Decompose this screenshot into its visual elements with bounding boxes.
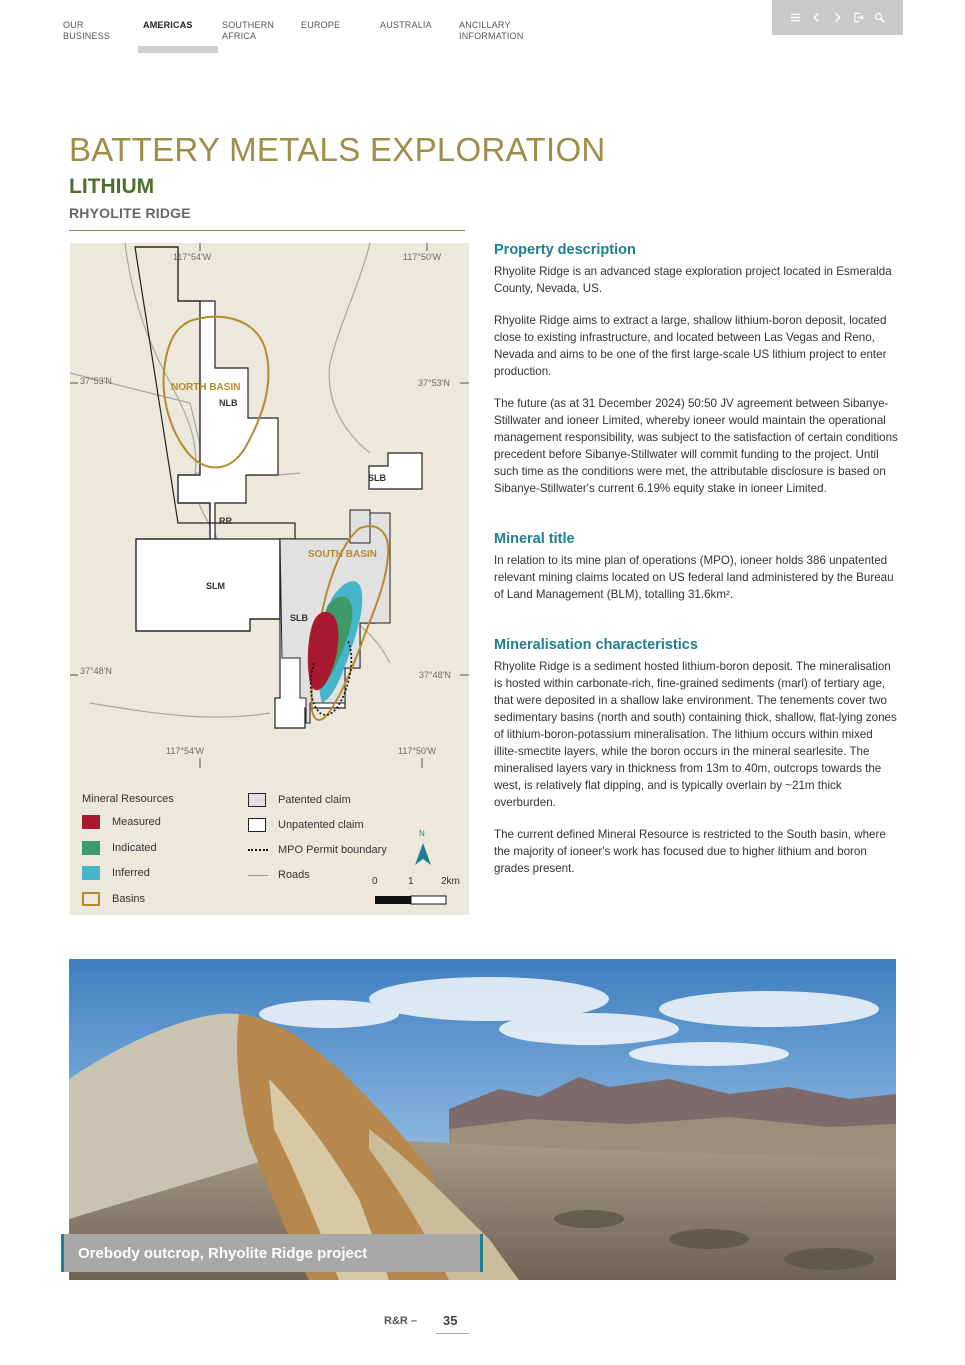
property-heading: Property description <box>494 242 636 258</box>
north-basin-label: NORTH BASIN <box>171 382 241 393</box>
mineralisation-paragraph-1: Rhyolite Ridge is a sediment hosted lithium-boron deposit. The mineralisation is hosted within carbonate-rich, fine-grained sediments (marl) of tertiary age, that were deposited in a shallow lake environment. The tenements cover two sedimentary basins (north and south) containing thick, shallow, flat-lying zones of lithium-boron-potassium mineralisation. The lithium occurs within mixed illite-smectite layers, while the boron occurs in the mineral searlesite. The mineralised layers vary in thickness from 13m to 40m, outcrops towards the west, is relatively flat dipping, and is typically overlain by ~21m thick overburden. <box>494 660 897 809</box>
rhyolite-ridge-map <box>70 243 469 915</box>
scale-0: 0 <box>372 876 378 887</box>
mineralisation-paragraph-2: The current defined Mineral Resource is restricted to the South basin, where the majority of ioneer's work has focused due to higher lithium and boron grades present. <box>494 828 886 875</box>
page-number: 35 <box>443 1313 458 1328</box>
unpatented-claims <box>135 247 422 728</box>
indicated-swatch <box>82 841 100 855</box>
north-arrow-icon <box>415 843 431 865</box>
property-paragraph-1: Rhyolite Ridge is an advanced stage exploration project located in Esmeralda County, Nevada, US. <box>494 265 892 295</box>
scale-1: 1 <box>408 876 414 887</box>
coord-top-right: 117°50'W <box>403 252 442 262</box>
title-divider <box>69 230 465 231</box>
legend-label: MPO Permit boundary <box>278 844 387 856</box>
coord-bottom-right: 117°50'W <box>398 746 437 756</box>
coord-bottom-left: 117°54'W <box>166 746 205 756</box>
coord-lat-upper-left: 37°53'N <box>80 376 112 386</box>
legend-roads <box>248 869 310 881</box>
rr-label: RR <box>219 516 232 526</box>
property-description <box>494 242 898 497</box>
nav-item-line1: SOUTHERN <box>222 20 275 30</box>
search-icon[interactable] <box>873 11 887 25</box>
photo-caption <box>61 1234 483 1272</box>
unpatented-swatch <box>248 818 266 832</box>
toolbar <box>772 0 903 35</box>
nlb-label: NLB <box>219 398 238 408</box>
coordinate-ticks <box>70 243 469 768</box>
nav-item-line2: INFORMATION <box>459 31 524 41</box>
mineralisation-heading: Mineralisation characteristics <box>494 637 698 653</box>
legend-indicated <box>82 841 157 855</box>
nav-our-business[interactable] <box>63 20 110 42</box>
legend-measured <box>82 815 161 829</box>
measured-swatch <box>82 815 100 829</box>
property-paragraph-3: The future (as at 31 December 2024) 50:50 JV agreement between Sibanye-Stillwater and ioneer Limited, whereby ioneer would maintain the operational management responsibility, was subject to the satisfaction of certain conditions precedent before Sibanye-Stillwater will commit funding to the project. Until such time as the conditions were met, the attributable disclosure is based on Sibanye-Stillwater's current 6.19% equity stake in ioneer Limited. <box>494 397 898 495</box>
mineralisation-section <box>494 637 898 877</box>
nav-americas[interactable] <box>143 20 193 31</box>
chevron-right-icon[interactable] <box>831 11 845 25</box>
nav-europe[interactable] <box>301 20 340 31</box>
coord-lat-lower-left: 37°48'N <box>80 666 112 676</box>
legend-inferred <box>82 866 150 880</box>
subsection-title: RHYOLITE RIDGE <box>69 205 191 221</box>
legend-label: Patented claim <box>278 794 351 806</box>
coord-lat-lower-right: 37°48'N <box>419 670 451 680</box>
scale-2km: 2km <box>441 876 460 887</box>
photo-caption-text: Orebody outcrop, Rhyolite Ridge project <box>78 1244 368 1262</box>
nav-item-line2: AMERICAS <box>143 20 193 30</box>
legend-patented <box>248 793 351 807</box>
nav-item-line2: BUSINESS <box>63 31 111 41</box>
property-paragraph-2: Rhyolite Ridge aims to extract a large, shallow lithium-boron deposit, located close to existing infrastructure, and located between Las Vegas and Reno, Nevada and aims to be one of the first large-scale US lithium project to enter production. <box>494 314 887 378</box>
mineral-title-heading: Mineral title <box>494 531 575 547</box>
mineral-title-paragraph: In relation to its mine plan of operations (MPO), ioneer holds 386 unpatented relevant mining claims located on US federal land administered by the Bureau of Land Management (BLM), totalling 31.6km². <box>494 554 894 601</box>
outcrop-landscape-image <box>69 959 896 1280</box>
nav-item-line1: OUR <box>63 20 84 30</box>
north-label: N <box>419 829 425 838</box>
nav-item-line2: EUROPE <box>301 20 341 30</box>
menu-icon[interactable] <box>789 11 803 25</box>
top-navigation <box>0 0 965 60</box>
legend-mpo <box>248 844 387 856</box>
slm-label: SLM <box>206 581 225 591</box>
scale-bar <box>375 896 446 904</box>
nav-active-indicator <box>138 46 218 53</box>
legend-unpatented <box>248 818 364 832</box>
nav-item-line2: AUSTRALIA <box>380 20 432 30</box>
legend-label: Unpatented claim <box>278 819 364 831</box>
footer-label: R&R – <box>384 1315 418 1327</box>
roads-swatch <box>248 875 268 876</box>
exit-icon[interactable] <box>852 11 866 25</box>
mpo-swatch <box>248 849 268 851</box>
nav-item-line2: AFRICA <box>222 31 257 41</box>
nav-ancillary-information[interactable] <box>459 20 524 42</box>
legend-basins <box>82 892 145 906</box>
legend-label: Inferred <box>112 867 150 879</box>
legend-label: Indicated <box>112 842 157 854</box>
south-basin-label: SOUTH BASIN <box>308 549 377 560</box>
nav-southern-africa[interactable] <box>222 20 274 42</box>
legend-heading: Mineral Resources <box>82 793 174 805</box>
nav-item-line1: ANCILLARY <box>459 20 511 30</box>
page-number-underline <box>436 1333 469 1334</box>
nav-australia[interactable] <box>380 20 432 31</box>
coord-top-left: 117°54'W <box>173 252 212 262</box>
coord-lat-upper-right: 37°53'N <box>418 378 450 388</box>
section-title: LITHIUM <box>69 175 155 198</box>
outcrop-photo <box>69 959 896 1280</box>
mineral-title-section <box>494 531 898 603</box>
basins-swatch <box>82 892 100 906</box>
inferred-swatch <box>82 866 100 880</box>
page-title: BATTERY METALS EXPLORATION <box>69 131 606 168</box>
slb-east-label: SLB <box>368 473 386 483</box>
legend-label: Measured <box>112 816 161 828</box>
legend-label: Basins <box>112 893 146 905</box>
slb-label: SLB <box>290 613 308 623</box>
patented-swatch <box>248 793 266 807</box>
chevron-left-icon[interactable] <box>810 11 824 25</box>
legend-label: Roads <box>278 869 310 881</box>
